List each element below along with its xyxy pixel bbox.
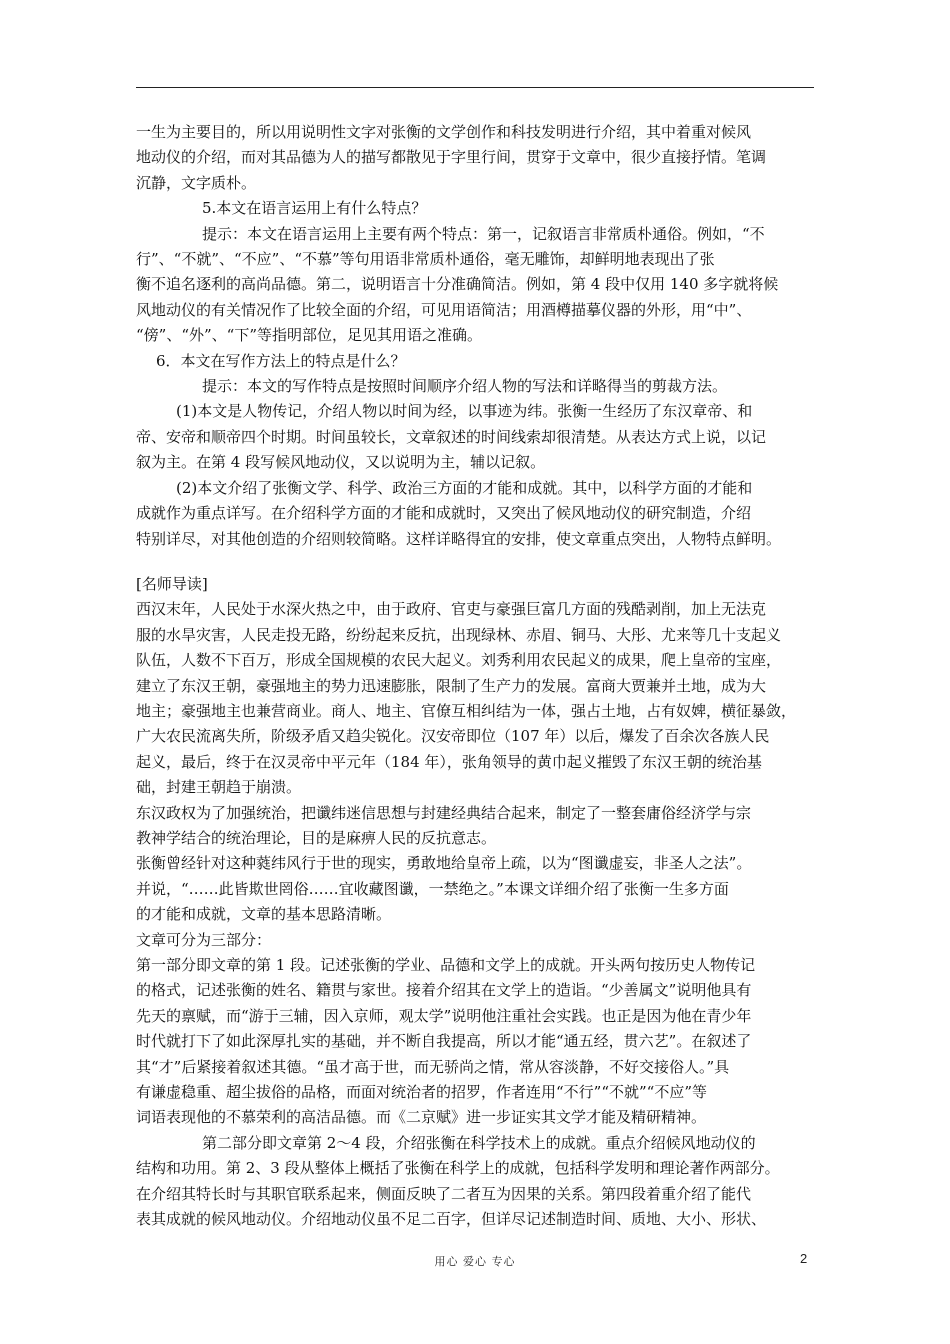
- text-line: 叙为主。在第 4 段写候风地动仪，又以说明为主，辅以记叙。: [136, 453, 546, 472]
- text-line: 成就作为重点详写。在介绍科学方面的才能和成就时，又突出了候风地动仪的研究制造，介绍: [136, 504, 752, 523]
- text-line: 有谦虚稳重、超尘拔俗的品格，而面对统治者的招罗，作者连用“不行”“不就”“不应”等: [136, 1083, 708, 1102]
- text-line: 起义，最后，终于在汉灵帝中平元年（184 年），张角领导的黄巾起义摧毁了东汉王朝的统治基: [136, 752, 762, 771]
- text-line: 在介绍其特长时与其职官联系起来，侧面反映了二者互为因果的关系。第四段着重介绍了能代: [136, 1184, 752, 1203]
- text-line: 广大农民流离失所，阶级矛盾又趋尖锐化。汉安帝即位（107 年）以后，爆发了百余次各族人民: [136, 727, 770, 746]
- page-number: 2: [800, 1251, 808, 1266]
- text-line: 一生为主要目的，所以用说明性文字对张衡的文学创作和科技发明进行介绍，其中着重对候风: [136, 123, 752, 141]
- text-line: 建立了东汉王朝，豪强地主的势力迅速膨胀，限制了生产力的发展。富商大贾兼并土地，成为大: [136, 676, 767, 695]
- text-line: 衡不追名逐利的高尚品德。第二，说明语言十分准确简洁。例如，第 4 段中仅用 140 多字就将候: [136, 275, 779, 294]
- text-line: 第二部分即文章第 2～4 段，介绍张衡在科学技术上的成就。重点介绍候风地动仪的: [202, 1133, 756, 1152]
- text-line: 础，封建王朝趋于崩溃。: [136, 778, 302, 797]
- text-line: (1)本文是人物传记，介绍人物以时间为经，以事迹为纬。张衡一生经历了东汉章帝、和: [176, 402, 753, 421]
- text-line: 第一部分即文章的第 1 段。记述张衡的学业、品德和文学上的成就。开头两句按历史人物传记: [136, 956, 756, 974]
- text-line: 特别详尽，对其他创造的介绍则较简略。这样详略得宜的安排，使文章重点突出，人物特点鲜明。: [136, 529, 782, 548]
- text-line: “傍”、“外”、“下”等指明部位，足见其用语之准确。: [136, 326, 483, 345]
- text-line: 队伍，人数不下百万，形成全国规模的农民大起义。刘秀利用农民起义的成果，爬上皇帝的宝座，: [136, 651, 782, 670]
- text-line: 地动仪的介绍，而对其品德为人的描写都散见于字里行间，贯穿于文章中，很少直接抒情。笔调: [136, 148, 767, 167]
- text-line: 风地动仪的有关情况作了比较全面的介绍，可见用语简洁；用酒樽描摹仪器的外形，用“中”、: [136, 300, 752, 319]
- text-line: 教神学结合的统治理论，目的是麻痹人民的反抗意志。: [136, 828, 497, 847]
- text-line: 的才能和成就，文章的基本思路清晰。: [136, 905, 392, 924]
- text-line: 沉静，文字质朴。: [136, 173, 257, 192]
- text-line: 服的水旱灾害，人民走投无路，纷纷起来反抗，出现绿林、赤眉、铜马、大彤、尤来等几十支起义: [136, 625, 782, 644]
- document-body: [136, 120, 816, 1232]
- section-heading: [名师导读]: [136, 574, 208, 593]
- text-line: (2)本文介绍了张衡文学、科学、政治三方面的才能和成就。其中，以科学方面的才能和: [176, 478, 753, 497]
- text-line: 地主；豪强地主也兼营商业。商人、地主、官僚互相纠结为一体，强占土地，占有奴婢，横征暴敛，: [136, 701, 797, 720]
- text-line: 提示：本文的写作特点是按照时间顺序介绍人物的写法和详略得当的剪裁方法。: [202, 377, 728, 396]
- text-line: 提示：本文在语言运用上主要有两个特点：第一，记叙语言非常质朴通俗。例如，“不: [202, 224, 765, 243]
- question-6: 6．本文在写作方法上的特点是什么？: [156, 351, 406, 370]
- text-line: 帝、安帝和顺帝四个时期。时间虽较长，文章叙述的时间线索却很清楚。从表达方式上说，以记: [136, 427, 767, 446]
- text-line: 东汉政权为了加强统治，把谶纬迷信思想与封建经典结合起来，制定了一整套庸俗经济学与宗: [136, 803, 752, 822]
- header-rule: [136, 87, 814, 88]
- text-line: 其“才”后紧接着叙述其德。“虽才高于世，而无骄尚之情，常从容淡静，不好交接俗人。”具: [136, 1057, 730, 1076]
- text-line: 并说，“……此皆欺世罔俗……宜收藏图谶，一禁绝之。”本课文详细介绍了张衡一生多方面: [136, 879, 729, 898]
- page-footer: 用心 爱心 专心: [434, 1255, 516, 1268]
- text-line: 的格式，记述张衡的姓名、籍贯与家世。接着介绍其在文学上的造诣。“少善属文”说明他具有: [136, 981, 752, 1000]
- text-line: 时代就打下了如此深厚扎实的基础，并不断自我提高，所以才能“通五经，贯六艺”。在叙述了: [136, 1032, 752, 1051]
- question-5: 5.本文在语言运用上有什么特点？: [202, 199, 427, 218]
- text-line: 词语表现他的不慕荣利的高洁品德。而《二京赋》进一步证实其文学才能及精研精神。: [136, 1108, 707, 1127]
- text-line: 先天的禀赋，而“游于三辅，因入京师，观太学”说明他注重社会实践。也正是因为他在青少年: [136, 1006, 752, 1025]
- text-line: 文章可分为三部分：: [136, 930, 272, 949]
- text-line: 表其成就的候风地动仪。介绍地动仪虽不足二百字，但详尽记述制造时间、质地、大小、形状、: [136, 1210, 767, 1229]
- text-line: 结构和功用。第 2、3 段从整体上概括了张衡在科学上的成就，包括科学发明和理论著作两部分。: [136, 1159, 780, 1178]
- text-line: 张衡曾经针对这种蕤纬风行于世的现实，勇敢地给皇帝上疏，以为“图谶虚妄，非圣人之法”。: [136, 854, 752, 873]
- text-line: 行”、“不就”、“不应”、“不慕”等句用语非常质朴通俗，毫无雕饰，却鲜明地表现出了张: [136, 250, 715, 269]
- text-line: 西汉末年，人民处于水深火热之中，由于政府、官吏与豪强巨富几方面的残酷剥削，加上无法克: [136, 600, 767, 619]
